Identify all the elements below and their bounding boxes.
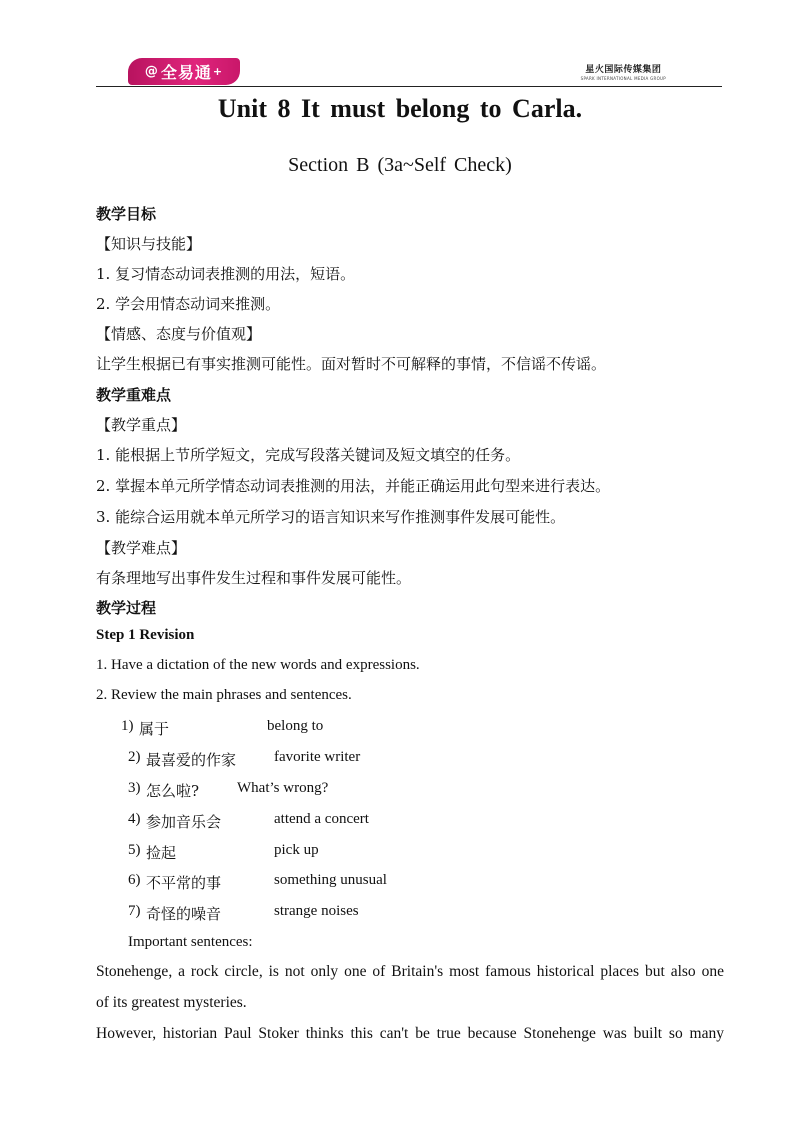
- sentence-line: Stonehenge, a rock circle, is not only one of Britain's most famous historical places but also one: [96, 963, 724, 980]
- phrase-chinese: 怎么啦?: [146, 782, 200, 800]
- phrase-number: 5): [128, 842, 141, 858]
- publisher-brand: [581, 62, 666, 81]
- objective-item: 1. 复习情态动词表推测的用法，短语。: [96, 265, 356, 283]
- phrase-chinese: 不平常的事: [146, 874, 222, 892]
- phrase-chinese: 参加音乐会: [146, 813, 222, 831]
- objective-item: 2. 学会用情态动词来推测。: [96, 295, 281, 313]
- sentence-line: of its greatest mysteries.: [96, 994, 247, 1011]
- phrase-number: 7): [128, 903, 141, 919]
- focus-item: 2. 掌握本单元所学情态动词表推测的用法，并能正确运用此句型来进行表达。: [96, 477, 611, 495]
- focus-item: 1. 能根据上节所学短文，完成写段落关键词及短文填空的任务。: [96, 446, 521, 464]
- emotion-heading: 【情感、态度与价值观】: [96, 325, 262, 343]
- phrase-english: something unusual: [274, 872, 387, 888]
- process-heading: 教学过程: [96, 599, 157, 617]
- phrase-number: 1): [121, 718, 134, 734]
- emotion-text: 让学生根据已有事实推测可能性。面对暂时不可解释的事情，不信谣不传谣。: [96, 355, 607, 373]
- focus-item: 3. 能综合运用就本单元所学习的语言知识来写作推测事件发展可能性。: [96, 508, 566, 526]
- process-item: 1. Have a dictation of the new words and expressions.: [96, 657, 420, 673]
- focus-heading: 【教学重点】: [96, 416, 187, 434]
- phrase-english: pick up: [274, 842, 319, 858]
- process-item: 2. Review the main phrases and sentences.: [96, 687, 352, 703]
- logo-text: 全易通: [160, 63, 212, 82]
- keypoints-heading: 教学重难点: [96, 386, 172, 404]
- phrase-chinese: 属于: [139, 720, 170, 738]
- difficulty-text: 有条理地写出事件发生过程和事件发展可能性。: [96, 569, 412, 587]
- phrase-english: attend a concert: [274, 811, 369, 827]
- phrase-number: 3): [128, 780, 141, 796]
- page-header: [96, 54, 722, 86]
- phrase-chinese: 奇怪的噪音: [146, 905, 222, 923]
- phrase-number: 6): [128, 872, 141, 888]
- phrase-chinese: 最喜爱的作家: [146, 751, 237, 769]
- sentence-line: However, historian Paul Stoker thinks this can't be true because Stonehenge was built so many: [96, 1025, 724, 1042]
- page-title: Unit 8 It must belong to Carla.: [217, 94, 583, 123]
- knowledge-heading: 【知识与技能】: [96, 235, 202, 253]
- publisher-name-en: SPARK INTERNATIONAL MEDIA GROUP: [580, 76, 666, 81]
- difficulty-heading: 【教学难点】: [96, 539, 187, 557]
- page-subtitle: Section B (3a~Self Check): [288, 154, 512, 176]
- phrase-number: 4): [128, 811, 141, 827]
- logo-swirl-icon: @: [144, 64, 159, 79]
- phrase-english: What’s wrong?: [237, 780, 329, 796]
- phrase-number: 2): [128, 749, 141, 765]
- phrase-english: belong to: [267, 718, 324, 734]
- brand-logo: [128, 58, 240, 85]
- logo-plus-icon: +: [212, 65, 224, 78]
- phrase-english: favorite writer: [274, 749, 361, 765]
- step1-heading: Step 1 Revision: [96, 627, 195, 643]
- phrase-english: strange noises: [274, 903, 359, 919]
- important-sentences-label: Important sentences:: [128, 934, 253, 950]
- publisher-name-cn: 星火国际传媒集团: [585, 65, 662, 75]
- objectives-heading: 教学目标: [96, 205, 157, 223]
- header-divider: [96, 86, 722, 87]
- phrase-chinese: 捡起: [146, 844, 177, 862]
